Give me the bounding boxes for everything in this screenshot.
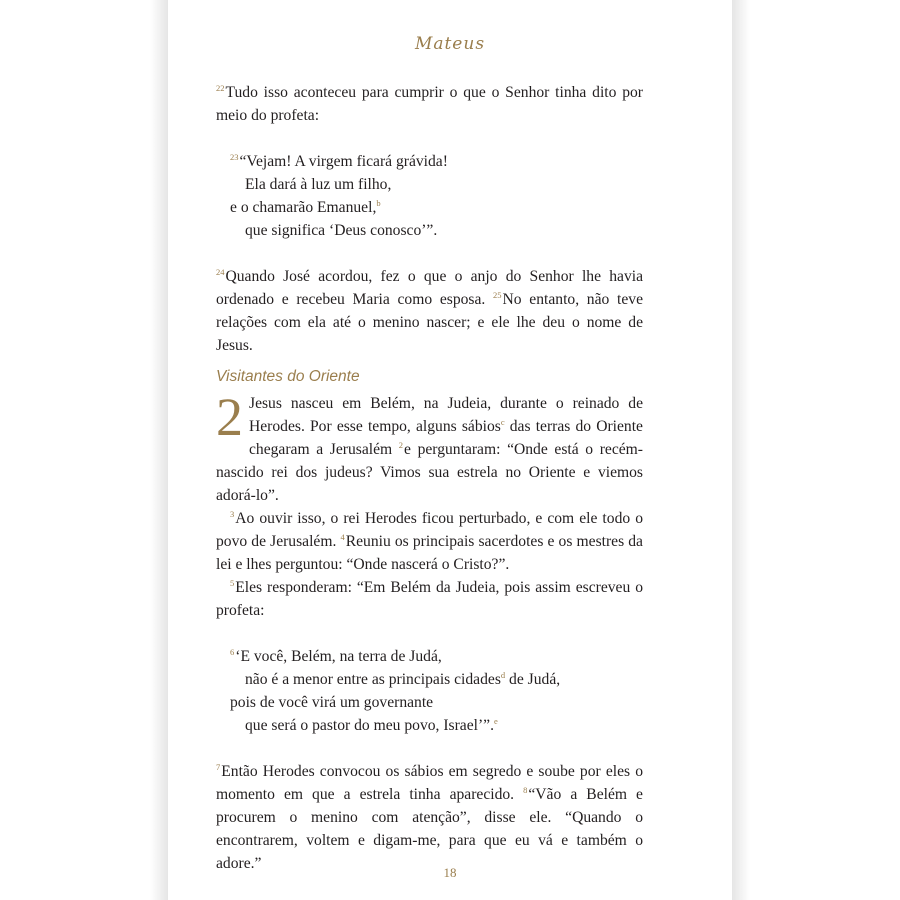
verse-number: 6 (230, 647, 235, 657)
paragraph-text: e perguntaram: “Onde está o recém-nascido rei dos judeus? Vimos sua estrela no Oriente e viemos adorá-lo”. (216, 441, 643, 504)
running-head: Mateus (414, 34, 486, 54)
verse-number: 4 (340, 532, 345, 542)
verse-number: 5 (230, 578, 235, 588)
paragraph-text: das terras do Oriente chegaram a Jerusalém (249, 418, 643, 458)
poem-line (216, 150, 643, 173)
footnote-marker[interactable]: e (493, 716, 498, 726)
poem-line-text: “Vejam! A virgem ficará grávida! (239, 153, 448, 170)
poem-line (216, 668, 643, 691)
poem-quotation-1 (216, 150, 643, 242)
paragraph-text: Eles responderam: “Em Belém da Judeia, pois assim escreveu o profeta: (216, 579, 643, 619)
spacer (216, 127, 643, 150)
verse-number: 24 (216, 267, 225, 277)
paragraph-verse-7 (216, 760, 643, 875)
verse-number: 8 (523, 785, 528, 795)
paragraph-text: Ao ouvir isso, o rei Herodes ficou perturbado, e com ele todo o povo de Jerusalém. (216, 510, 643, 550)
section-heading: Visitantes do Oriente (216, 368, 360, 385)
chapter-number: 2 (216, 387, 243, 447)
page-shadow-right (732, 0, 750, 900)
paragraph-verse-22 (216, 81, 643, 127)
paragraph-text: Reuniu os principais sacerdotes e os mestres da lei e lhes perguntou: “Onde nascerá o Cristo?”. (216, 533, 643, 573)
spacer (216, 622, 643, 645)
paragraph-text: No entanto, não teve relações com ela até o menino nascer; e ele lhe deu o nome de Jesus. (216, 291, 644, 354)
verse-number: 2 (398, 440, 404, 450)
paragraph-text: “Vão a Belém e procurem o menino com atenção”, disse ele. “Quando o encontrarem, voltem e digam-me, para que eu vá e também o adore.” (216, 786, 643, 872)
verse-number: 25 (493, 290, 502, 300)
page-shadow-left (150, 0, 168, 900)
verse-number: 22 (216, 83, 225, 93)
poem-line-text: ‘E você, Belém, na terra de Judá, (235, 648, 442, 665)
verse-number: 7 (216, 762, 221, 772)
poem-line (216, 714, 643, 737)
poem-line: pois de você virá um governante (230, 694, 434, 711)
poem-line-text: que será o pastor do meu povo, Israel’”. (245, 717, 494, 734)
paragraph-text: Então Herodes convocou os sábios em segredo e soube por eles o momento em que a estrela tinha aparecido. (216, 763, 643, 803)
poem-line-text: não é a menor entre as principais cidades (245, 671, 501, 688)
verse-number: 3 (230, 509, 235, 519)
footnote-marker[interactable]: c (500, 417, 505, 427)
book-page (168, 0, 732, 900)
paragraph-verse-3 (216, 507, 643, 576)
page-body (216, 81, 643, 875)
poem-line: que significa ‘Deus conosco’”. (245, 222, 438, 239)
paragraph-text: Tudo isso aconteceu para cumprir o que o Senhor tinha dito por meio do profeta: (216, 84, 643, 124)
poem-line (216, 645, 643, 668)
verse-number: 23 (230, 152, 239, 162)
spacer (216, 242, 643, 265)
footnote-marker[interactable]: d (500, 670, 506, 680)
paragraph-chapter-start (216, 387, 643, 507)
paragraph-text: Quando José acordou, fez o que o anjo do Senhor lhe havia ordenado e recebeu Maria como esposa. (216, 268, 643, 308)
poem-line-text: e o chamarão Emanuel, (230, 199, 377, 216)
footnote-marker[interactable]: b (376, 198, 381, 208)
page-number: 18 (443, 865, 457, 880)
poem-quotation-2 (216, 645, 643, 737)
paragraph-text: Jesus nasceu em Belém, na Judeia, durante o reinado de Herodes. Por esse tempo, alguns sábios (249, 395, 643, 435)
poem-line (216, 196, 643, 219)
spacer (216, 737, 643, 760)
poem-line-text: de Judá, (505, 671, 561, 688)
paragraph-verse-24 (216, 265, 643, 357)
paragraph-verse-5 (216, 576, 643, 622)
poem-line: Ela dará à luz um filho, (245, 176, 392, 193)
